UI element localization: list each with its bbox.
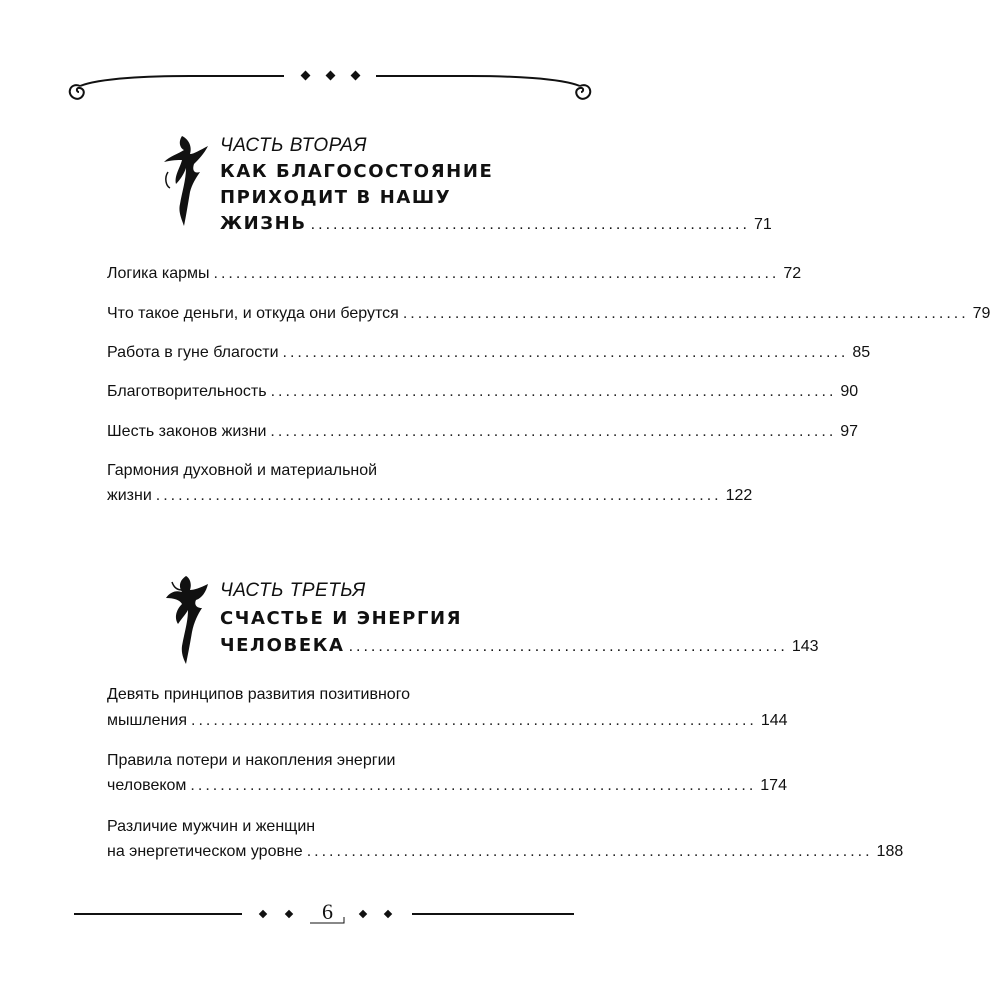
dot-leader: ........................................................... <box>348 638 788 655</box>
part-two-label: ЧАСТЬ ВТОРАЯ <box>220 135 367 156</box>
page-number: 6 <box>322 899 333 924</box>
toc-entry[interactable] <box>107 423 859 447</box>
toc-entry-title: Работа в гуне благости <box>107 344 279 361</box>
part-two-page: 71 <box>753 216 772 233</box>
toc-entry[interactable] <box>107 344 871 368</box>
dot-leader: ............................................................................ <box>282 344 849 361</box>
part-two-title-line3[interactable] <box>220 211 772 237</box>
toc-entry[interactable] <box>107 487 753 511</box>
part-three-page: 143 <box>791 638 819 655</box>
part-two-title-text: ЖИЗНЬ <box>220 213 307 234</box>
dot-leader: ............................................................................ <box>155 487 722 504</box>
toc-entry-title: Логика кармы <box>107 265 210 282</box>
part-two-title-line2: ПРИХОДИТ В НАШУ <box>220 187 452 208</box>
toc-entry[interactable] <box>107 712 788 736</box>
toc-entry[interactable] <box>107 305 990 329</box>
toc-entry-title-line2: жизни <box>107 487 152 504</box>
dot-leader: ............................................................................ <box>191 712 757 729</box>
toc-entry-title: Благотворительность <box>107 383 267 400</box>
dot-leader: ............................................................................ <box>306 843 873 860</box>
toc-entry-title-line1[interactable]: Различие мужчин и женщин <box>107 818 316 835</box>
dot-leader: ............................................................................ <box>270 383 837 400</box>
top-ornament <box>60 68 600 108</box>
toc-entry[interactable] <box>107 383 859 407</box>
toc-entry-page: 97 <box>840 423 859 440</box>
toc-entry-page: 188 <box>876 843 904 860</box>
toc-entry-page: 90 <box>840 383 859 400</box>
toc-entry-title: Что такое деньги, и откуда они берутся <box>107 305 399 322</box>
fairy-figure-icon <box>160 574 212 666</box>
fairy-figure-icon <box>160 132 212 228</box>
toc-entry[interactable] <box>107 777 787 801</box>
toc-entry-title-line2: человеком <box>107 777 187 794</box>
part-three-title-line2[interactable] <box>220 633 819 659</box>
part-two-title-line1: КАК БЛАГОСОСТОЯНИЕ <box>220 161 494 182</box>
dot-leader: ............................................................................ <box>213 265 780 282</box>
toc-entry-page: 122 <box>725 487 753 504</box>
dot-leader: ............................................................................ <box>190 777 757 794</box>
toc-entry-title-line1[interactable]: Гармония духовной и материальной <box>107 462 378 479</box>
dot-leader: ............................................................................ <box>402 305 969 322</box>
toc-entry-page: 85 <box>852 344 871 361</box>
part-three-label: ЧАСТЬ ТРЕТЬЯ <box>220 580 366 601</box>
dot-leader: ............................................................................ <box>270 423 837 440</box>
toc-entry-page: 79 <box>972 305 990 322</box>
toc-entry-title-line1[interactable]: Девять принципов развития позитивного <box>107 686 411 703</box>
toc-entry-page: 144 <box>760 712 788 729</box>
toc-entry-title-line1[interactable]: Правила потери и накопления энергии <box>107 752 396 769</box>
toc-entry-title-line2: на энергетическом уровне <box>107 843 303 860</box>
toc-entry-title: Шесть законов жизни <box>107 423 267 440</box>
toc-entry[interactable] <box>107 265 802 289</box>
part-three-title-text: ЧЕЛОВЕКА <box>220 635 345 656</box>
toc-entry-title-line2: мышления <box>107 712 188 729</box>
part-three-title-line1: СЧАСТЬЕ И ЭНЕРГИЯ <box>220 608 463 629</box>
toc-entry-page: 72 <box>783 265 802 282</box>
toc-entry[interactable] <box>107 843 904 867</box>
toc-entry-page: 174 <box>760 777 787 794</box>
dot-leader: ........................................................... <box>310 216 750 233</box>
